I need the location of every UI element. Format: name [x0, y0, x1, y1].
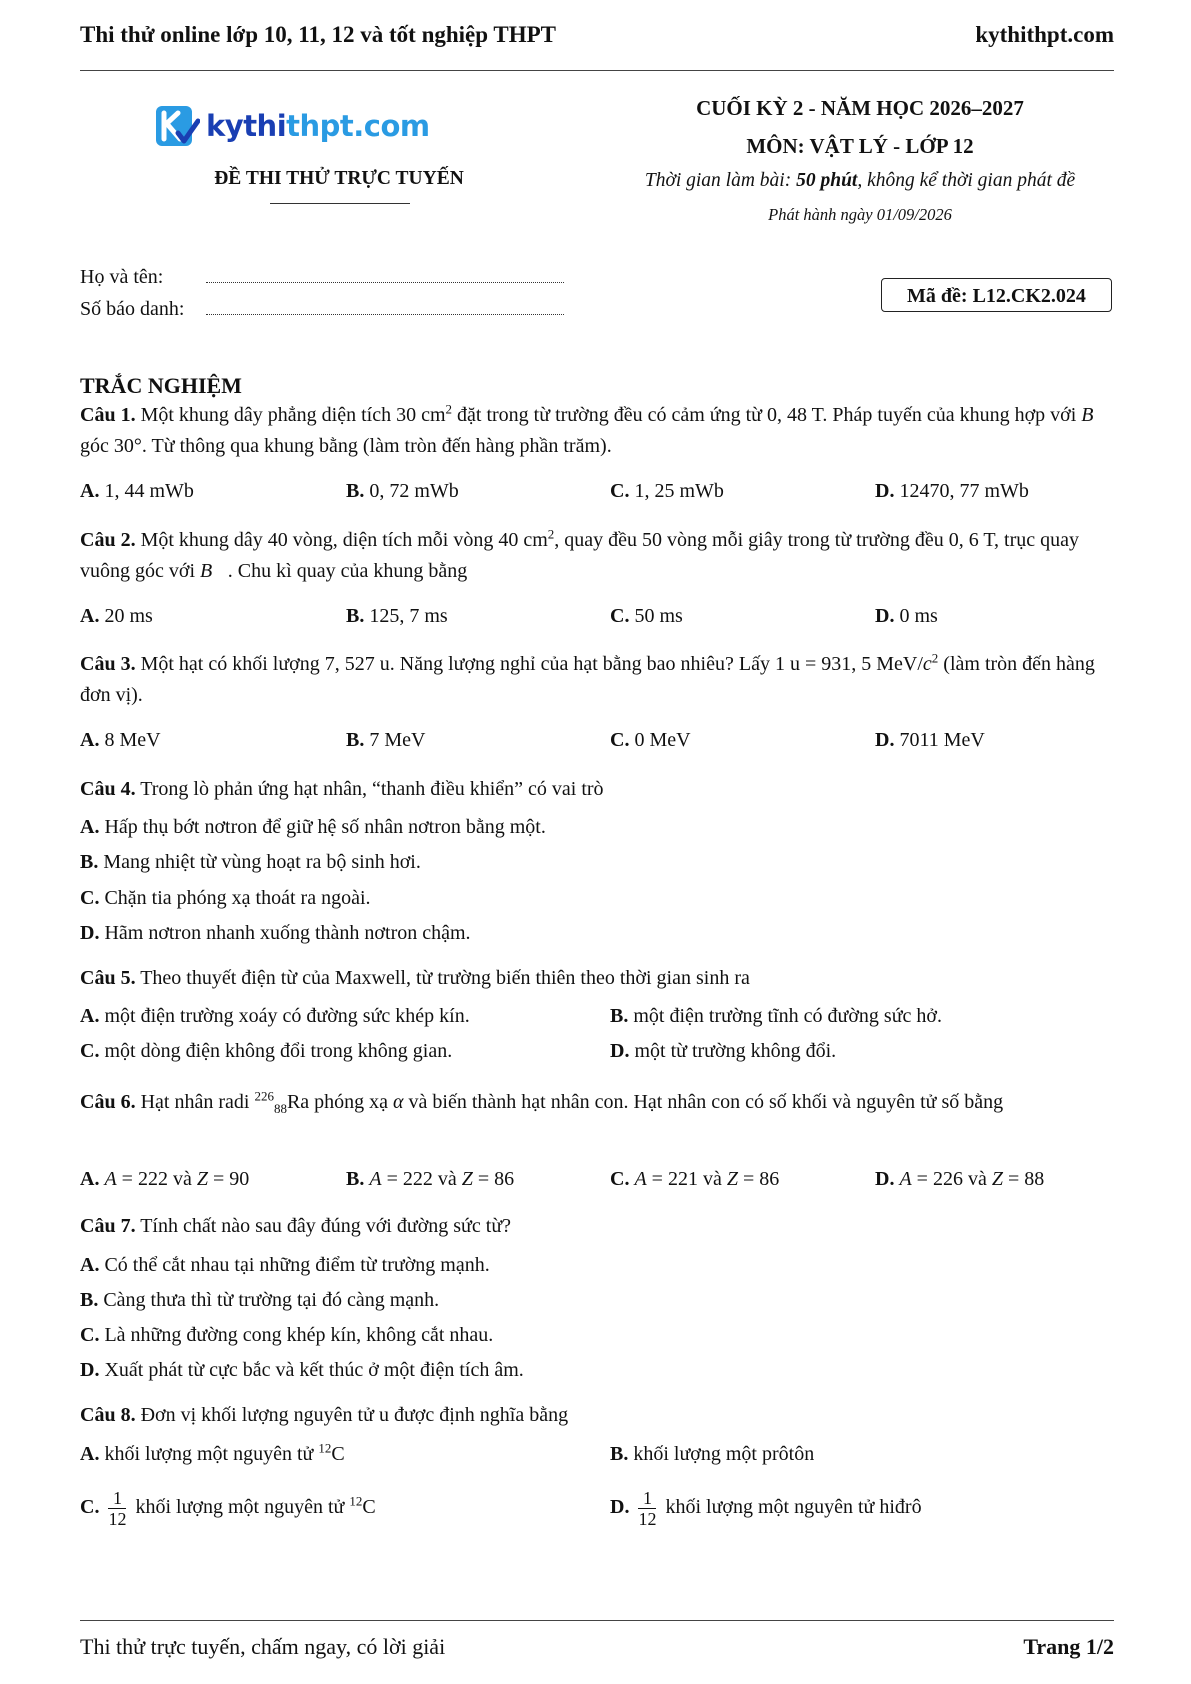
- option-a[interactable]: [80, 1166, 249, 1192]
- option-text: Chặn tia phóng xạ thoát ra ngoài.: [99, 887, 371, 909]
- option-letter: B.: [346, 480, 365, 502]
- option-letter: A.: [80, 729, 100, 751]
- exam-page: [80, 0, 1114, 1684]
- option-d[interactable]: [875, 603, 938, 629]
- option-text: $\frac{1}{12}$ khối lượng một nguyên tử hiđrô: [638, 1488, 922, 1529]
- option-a[interactable]: [80, 1252, 490, 1278]
- option-b[interactable]: [346, 478, 459, 504]
- option-text: 0, 72 mWb: [364, 480, 459, 502]
- name-dotted-line[interactable]: [206, 266, 564, 283]
- question-label: Câu 3.: [80, 653, 136, 675]
- option-c[interactable]: [610, 727, 691, 753]
- option-text: 12470, 77 mWb: [894, 480, 1029, 502]
- option-text: khối lượng một prôtôn: [628, 1443, 815, 1465]
- option-b[interactable]: [80, 1287, 439, 1313]
- option-text: Hãm nơtron nhanh xuống thành nơtron chậm.: [99, 922, 471, 944]
- question-label: Câu 6.: [80, 1091, 136, 1113]
- option-letter: D.: [80, 1359, 100, 1381]
- option-text: 50 ms: [629, 605, 683, 627]
- option-text: A = 222 và Z = 86: [369, 1168, 515, 1190]
- option-letter: D.: [875, 729, 895, 751]
- option-letter: A.: [80, 480, 100, 502]
- option-text: khối lượng một nguyên tử $^{12}$C: [99, 1440, 345, 1465]
- release-date: Phát hành ngày 01/09/2026: [768, 205, 952, 224]
- option-a[interactable]: [80, 727, 161, 753]
- question-text: Tính chất nào sau đây đúng với đường sức từ?: [135, 1215, 512, 1237]
- question-text: Trong lò phản ứng hạt nhân, “thanh điều khiển” có vai trò: [135, 778, 604, 800]
- option-b[interactable]: [346, 1166, 514, 1192]
- question-6: [80, 1087, 1114, 1118]
- option-letter: C.: [80, 1040, 100, 1062]
- option-d[interactable]: [875, 727, 985, 753]
- option-text: A = 222 và Z = 90: [104, 1168, 250, 1190]
- question-label: Câu 1.: [80, 404, 136, 426]
- question-5: [80, 963, 1114, 994]
- option-text: 0 ms: [894, 605, 938, 627]
- option-letter: B.: [80, 851, 99, 873]
- option-c[interactable]: [610, 603, 683, 629]
- option-c[interactable]: [80, 885, 371, 911]
- option-text: Mang nhiệt từ vùng hoạt ra bộ sinh hơi.: [98, 851, 421, 873]
- option-c[interactable]: [80, 1038, 452, 1064]
- option-letter: A.: [80, 1168, 100, 1190]
- top-header: [80, 22, 1114, 52]
- exam-type-title: ĐỀ THI THỬ TRỰC TUYẾN: [214, 168, 464, 189]
- question-text: Một khung dây phẳng diện tích 30 $cm^2$ đặt trong từ trường đều có cảm ứng từ 0, 48 T. Pháp tuyến của khung hợp với B⃗ góc 30°. Từ thông qua khung bằng (làm tròn đến hàng phần trăm).: [80, 401, 1110, 457]
- option-text: 7 MeV: [364, 729, 426, 751]
- option-letter: C.: [610, 605, 630, 627]
- header-divider: [80, 70, 1114, 71]
- option-a[interactable]: [80, 603, 153, 629]
- option-letter: C.: [610, 729, 630, 751]
- option-text: Có thể cắt nhau tại những điểm từ trường mạnh.: [99, 1254, 490, 1276]
- option-letter: D.: [875, 1168, 895, 1190]
- option-letter: B.: [346, 1168, 365, 1190]
- question-text: Hạt nhân radi $^{226}_{88}$Ra phóng xạ α và biến thành hạt nhân con. Hạt nhân con có số khối và nguyên tử số bằng: [135, 1088, 1004, 1116]
- option-text: Là những đường cong khép kín, không cắt nhau.: [99, 1324, 494, 1346]
- footer-divider: [80, 1620, 1114, 1621]
- option-text: 1, 25 mWb: [629, 480, 724, 502]
- footer: [80, 1634, 1114, 1660]
- option-letter: B.: [610, 1443, 629, 1465]
- option-text: Càng thưa thì từ trường tại đó càng mạnh.: [98, 1289, 440, 1311]
- header-site-link[interactable]: kythithpt.com: [975, 22, 1114, 47]
- option-d[interactable]: [80, 920, 471, 946]
- option-text: Xuất phát từ cực bắc và kết thúc ở một điện tích âm.: [99, 1359, 524, 1381]
- logo-icon: [154, 103, 200, 149]
- option-letter: B.: [346, 605, 365, 627]
- option-text: A = 226 và Z = 88: [899, 1168, 1045, 1190]
- exam-code-box: Mã đề: L12.CK2.024: [881, 278, 1112, 312]
- option-c[interactable]: [610, 478, 724, 504]
- name-label: Họ và tên:: [80, 266, 164, 288]
- option-d[interactable]: [875, 478, 1029, 504]
- title-underline: [270, 203, 410, 204]
- footer-tagline: Thi thử trực tuyến, chấm ngay, có lời giải: [80, 1634, 446, 1659]
- option-text: A = 221 và Z = 86: [634, 1168, 780, 1190]
- option-text: 0 MeV: [629, 729, 691, 751]
- exam-term: CUỐI KỲ 2 - NĂM HỌC 2026–2027: [696, 96, 1024, 120]
- option-a[interactable]: [80, 478, 194, 504]
- question-label: Câu 7.: [80, 1215, 136, 1237]
- option-b[interactable]: [610, 1003, 942, 1029]
- question-text: Một khung dây 40 vòng, diện tích mỗi vòng 40 $cm^2$, quay đều 50 vòng mỗi giây trong từ trường đều 0, 6 T, trục quay vuông góc với B⃗. Chu kì quay của khung bằng: [80, 526, 1080, 582]
- option-letter: D.: [610, 1496, 630, 1519]
- option-letter: A.: [80, 1254, 100, 1276]
- header-left-text: Thi thử online lớp 10, 11, 12 và tốt nghiệp THPT: [80, 22, 556, 47]
- option-letter: D.: [875, 480, 895, 502]
- option-letter: C.: [80, 1324, 100, 1346]
- option-text: một điện trường xoáy có đường sức khép kín.: [99, 1005, 470, 1027]
- option-text: 7011 MeV: [894, 729, 985, 751]
- option-letter: B.: [610, 1005, 629, 1027]
- option-text: 20 ms: [99, 605, 153, 627]
- option-text: Hấp thụ bớt nơtron để giữ hệ số nhân nơtron bằng một.: [99, 816, 546, 838]
- option-b[interactable]: [610, 1441, 814, 1467]
- student-id-label: Số báo danh:: [80, 298, 185, 320]
- option-letter: C.: [80, 887, 100, 909]
- option-text: một điện trường tĩnh có đường sức hở.: [628, 1005, 943, 1027]
- question-label: Câu 4.: [80, 778, 136, 800]
- option-text: 1, 44 mWb: [99, 480, 194, 502]
- option-d[interactable]: [610, 1038, 836, 1064]
- option-c[interactable]: [610, 1166, 779, 1192]
- option-letter: C.: [80, 1496, 100, 1519]
- option-text: một dòng điện không đổi trong không gian.: [99, 1040, 453, 1062]
- option-d[interactable]: [80, 1357, 524, 1383]
- page-number: Trang 1/2: [1023, 1634, 1114, 1659]
- question-text: Theo thuyết điện từ của Maxwell, từ trường biến thiên theo thời gian sinh ra: [135, 967, 750, 989]
- option-a[interactable]: [80, 814, 546, 840]
- option-text: 125, 7 ms: [364, 605, 448, 627]
- option-a[interactable]: [80, 1003, 470, 1029]
- option-letter: A.: [80, 1005, 100, 1027]
- exam-subject: MÔN: VẬT LÝ - LỚP 12: [746, 134, 974, 158]
- option-letter: A.: [80, 605, 100, 627]
- option-letter: A.: [80, 1443, 100, 1465]
- option-letter: C.: [610, 480, 630, 502]
- question-3: [80, 649, 1114, 711]
- question-7: [80, 1211, 1114, 1242]
- option-b[interactable]: [346, 603, 448, 629]
- exam-time: Thời gian làm bài: 50 phút, không kể thời gian phát đề: [644, 170, 1076, 191]
- question-text: Đơn vị khối lượng nguyên tử u được định nghĩa bằng: [135, 1404, 569, 1426]
- question-8: [80, 1400, 1114, 1431]
- question-label: Câu 5.: [80, 967, 136, 989]
- option-letter: C.: [610, 1168, 630, 1190]
- question-1: [80, 400, 1114, 462]
- option-b[interactable]: [80, 849, 421, 875]
- question-label: Câu 2.: [80, 529, 136, 551]
- option-d[interactable]: [875, 1166, 1044, 1192]
- option-letter: D.: [80, 922, 100, 944]
- option-c[interactable]: [80, 1322, 493, 1348]
- site-logo[interactable]: [154, 103, 430, 149]
- student-id-dotted-line[interactable]: [206, 298, 564, 315]
- option-b[interactable]: [346, 727, 425, 753]
- option-letter: B.: [80, 1289, 99, 1311]
- option-d[interactable]: [610, 1488, 922, 1529]
- question-label: Câu 8.: [80, 1404, 136, 1426]
- question-text: Một hạt có khối lượng 7, 527 u. Năng lượng nghỉ của hạt bằng bao nhiêu? Lấy 1 u = 931, 5 MeV/$c^2$ (làm tròn đến hàng đơn vị).: [80, 650, 1095, 706]
- option-letter: B.: [346, 729, 365, 751]
- name-field[interactable]: [80, 266, 564, 289]
- student-id-field[interactable]: [80, 298, 564, 321]
- section-title: TRẮC NGHIỆM: [80, 373, 242, 398]
- option-text: $\frac{1}{12}$ khối lượng một nguyên tử $^{12}$C: [108, 1488, 376, 1529]
- logo-wordmark: kythithpt.com: [206, 109, 430, 143]
- option-letter: D.: [610, 1040, 630, 1062]
- option-c[interactable]: [80, 1488, 376, 1529]
- question-2: [80, 525, 1114, 587]
- option-letter: D.: [875, 605, 895, 627]
- option-letter: A.: [80, 816, 100, 838]
- option-a[interactable]: [80, 1441, 345, 1467]
- question-4: [80, 774, 1114, 805]
- option-text: 8 MeV: [99, 729, 161, 751]
- option-text: một từ trường không đổi.: [629, 1040, 837, 1062]
